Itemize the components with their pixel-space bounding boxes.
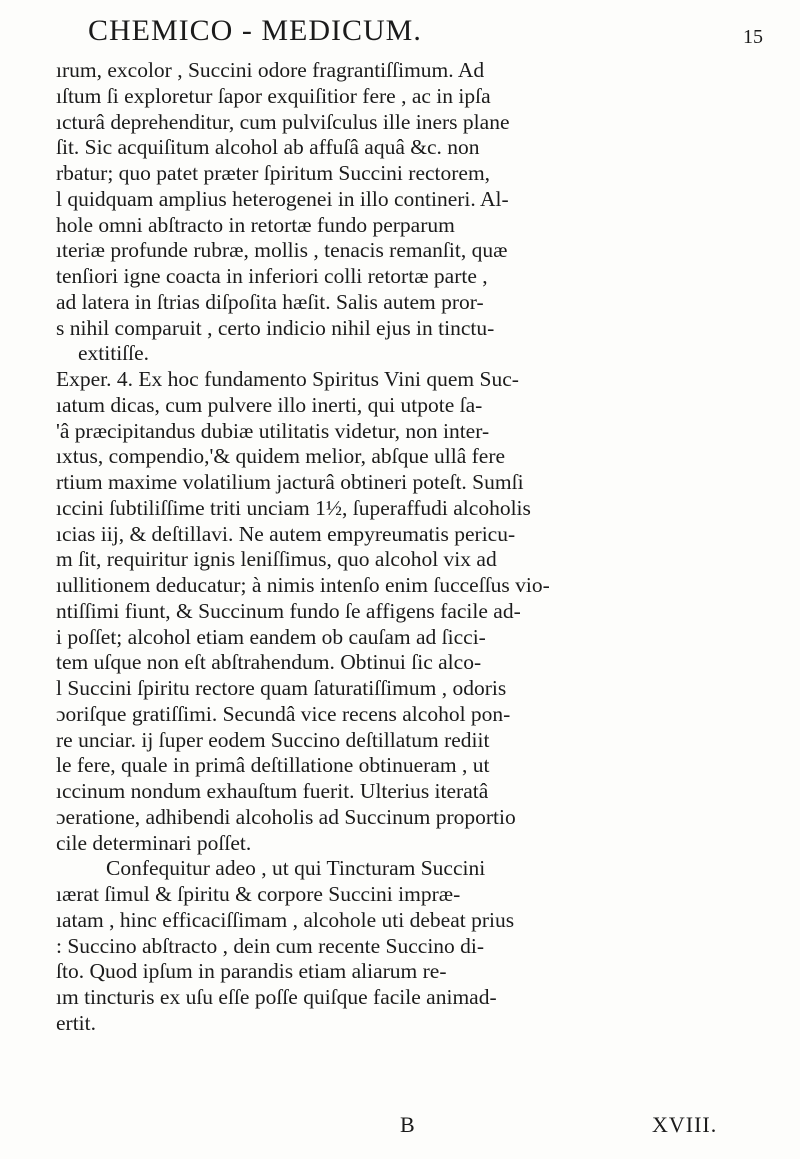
text-line: le fere, quale in primâ deſtillatione obtinueram , ut <box>56 753 490 778</box>
text-line: l quidquam amplius heterogenei in illo contineri. Al- <box>56 186 509 211</box>
text-line: 'â præcipitandus dubiæ utilitatis videtur, non inter- <box>56 418 490 443</box>
text-line: ıatum dicas, cum pulvere illo inerti, qui utpote ſa- <box>56 392 483 417</box>
text-line: ıærat ſimul & ſpiritu & corpore Succini impræ- <box>56 882 461 906</box>
text-line: ertit. <box>56 1010 96 1035</box>
text-line: ıſtum ſi exploretur ſapor exquiſitior fere , ac in ipſa <box>56 83 491 108</box>
text-line: cile determinari poſſet. <box>56 830 252 855</box>
catchword: XVIII. <box>652 1112 718 1137</box>
text-line: re unciar. ij ſuper eodem Succino deſtillatum rediit <box>56 727 490 752</box>
text-line: ıatam , hinc efficaciſſimam , alcohole uti debeat prius <box>56 907 515 932</box>
text-line: hole omni abſtracto in retortæ fundo perparum <box>56 212 455 237</box>
running-head <box>88 14 788 54</box>
text-line: ıccinum nondum exhauſtum fuerit. Ulterius iteratâ <box>56 779 489 803</box>
experiment-heading-line: Exper. 4. Ex hoc fundamento Spiritus Vini quem Suc- <box>56 367 519 391</box>
page-footer <box>0 1112 800 1142</box>
text-line: s nihil comparuit , certo indicio nihil ejus in tinctu- <box>56 315 495 340</box>
signature-mark: B <box>400 1112 415 1137</box>
text-line: ıcturâ deprehenditur, cum pulviſculus ille iners plane <box>56 109 510 134</box>
text-line: ıxtus, compendio,'& quidem melior, abſque ullâ fere <box>56 444 506 469</box>
text-line: ɔeratione, adhibendi alcoholis ad Succinum proportio <box>56 804 516 829</box>
page-number: 15 <box>743 26 763 48</box>
running-title: CHEMICO - MEDICUM. <box>88 14 422 47</box>
text-line: ɔoriſque gratiſſimi. Secundâ vice recens alcohol pon- <box>56 701 511 726</box>
text-line: ntiſſimi fiunt, & Succinum fundo ſe affigens facile ad- <box>56 598 521 623</box>
text-line: rtium maxime volatilium jacturâ obtineri poteſt. Sumſi <box>56 470 524 494</box>
body-text <box>56 58 794 1037</box>
text-line: rbatur; quo patet præter ſpiritum Succini rectorem, <box>56 161 491 185</box>
text-line: ad latera in ſtrias diſpoſita hæſit. Salis autem pror- <box>56 289 484 314</box>
paragraph-start-line: Confequitur adeo , ut qui Tincturam Succini <box>106 856 486 881</box>
text-line: ırum, excolor , Succini odore fragrantiſſimum. Ad <box>56 58 485 82</box>
text-line: m ſit, requiritur ignis leniſſimus, quo alcohol vix ad <box>56 547 497 572</box>
text-line: ſto. Quod ipſum in parandis etiam aliarum re- <box>56 959 447 984</box>
text-line: : Succino abſtracto , dein cum recente Succino di- <box>56 933 485 958</box>
text-line: i poſſet; alcohol etiam eandem ob cauſam ad ſicci- <box>56 624 486 649</box>
text-line: ıullitionem deducatur; à nimis intenſo enim ſucceſſus vio- <box>56 573 550 597</box>
text-line: ıteriæ profunde rubræ, mollis , tenacis remanſit, quæ <box>56 238 508 263</box>
text-line: ım tincturis ex uſu eſſe poſſe quiſque facile animad- <box>56 985 497 1009</box>
text-line: tem uſque non eſt abſtrahendum. Obtinui ſic alco- <box>56 650 482 675</box>
text-line: ſit. Sic acquiſitum alcohol ab affuſâ aquâ &c. non <box>56 135 480 160</box>
text-line: tenſiori igne coacta in inferiori colli retortæ parte , <box>56 264 488 288</box>
text-line: l Succini ſpiritu rectore quam ſaturatiſſimum , odoris <box>56 676 507 700</box>
text-line: ıcias iij, & deſtillavi. Ne autem empyreumatis pericu- <box>56 521 516 546</box>
text-line: ıccini ſubtiliſſime triti unciam 1½, ſuperaffudi alcoholis <box>56 495 531 520</box>
text-line: extitiſſe. <box>78 341 150 366</box>
